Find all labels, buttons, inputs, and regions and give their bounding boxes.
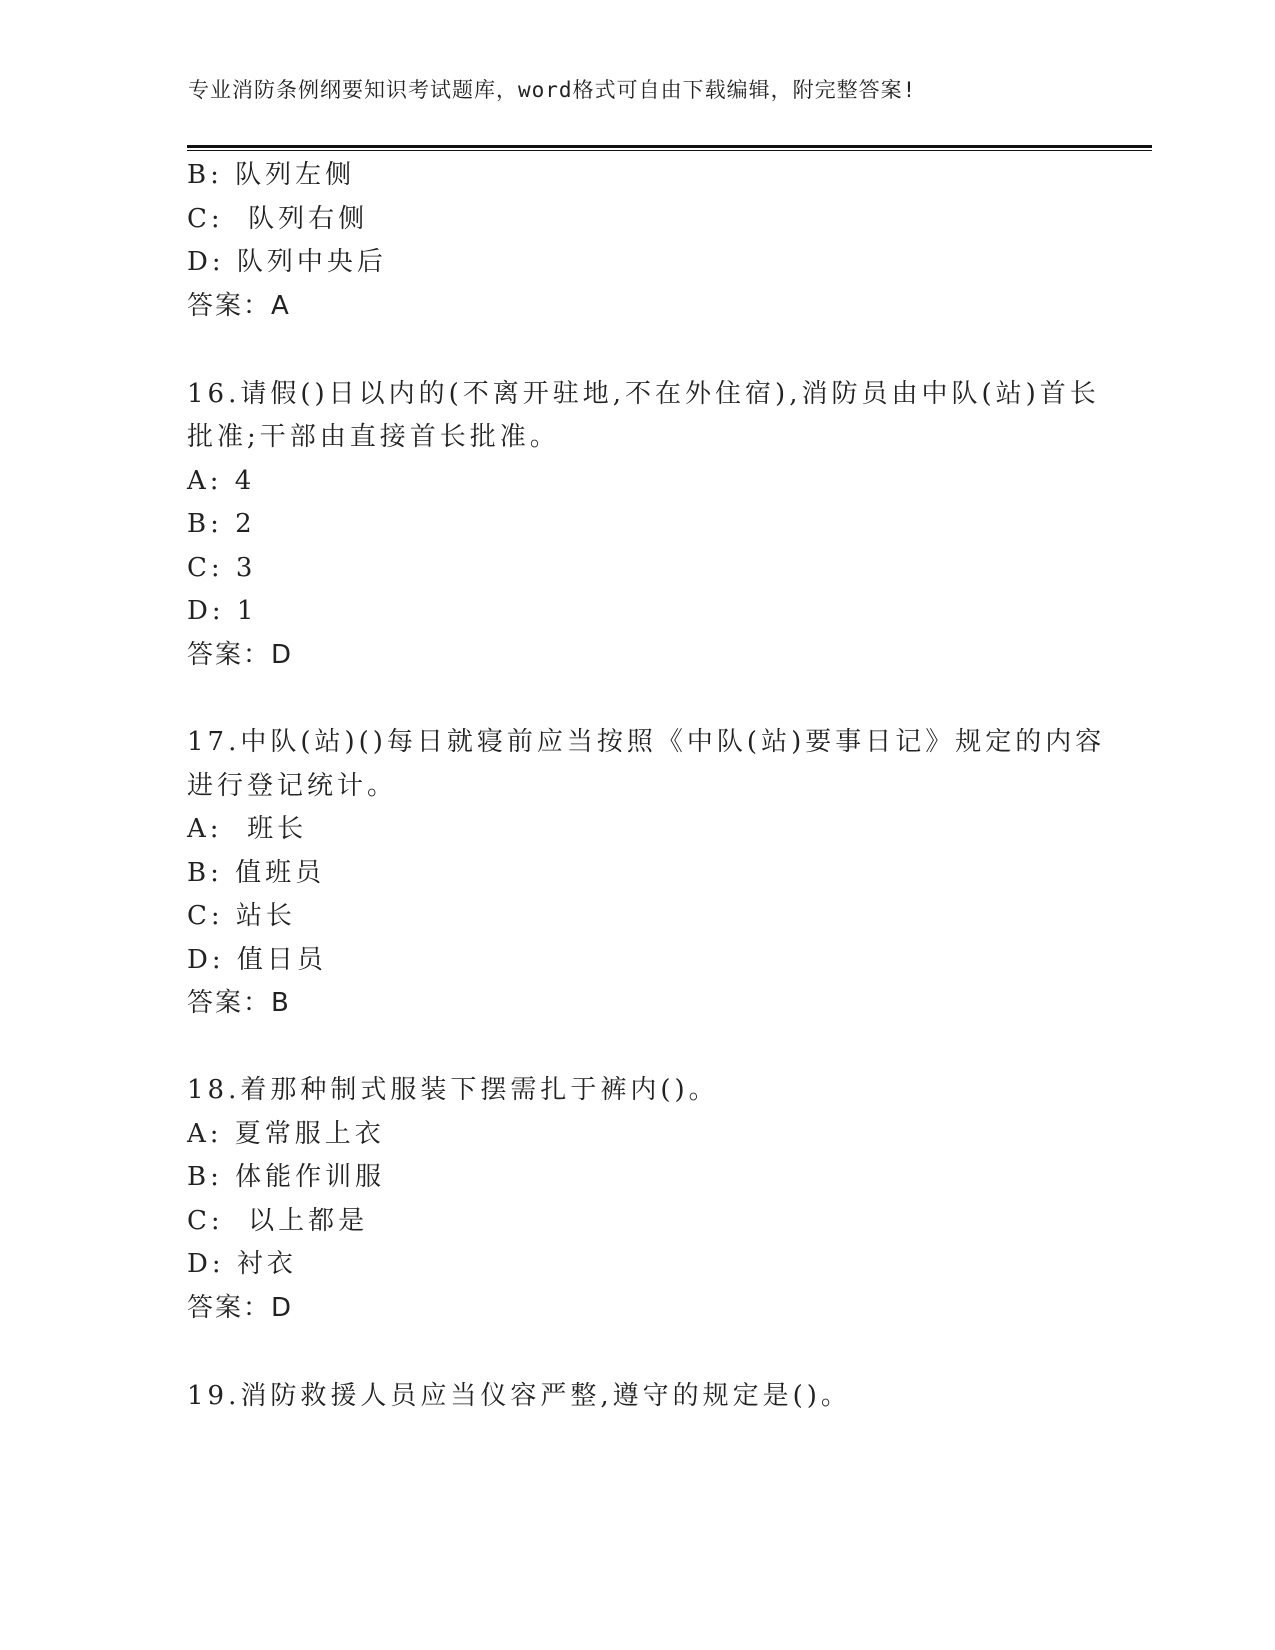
- q17-stem-line-1: 17.中队(站)()每日就寝前应当按照《中队(站)要事日记》规定的内容: [187, 727, 1106, 757]
- q18-option-d: D: 衬衣: [187, 1249, 297, 1279]
- q18-answer: 答案：D: [187, 1293, 294, 1323]
- q16-stem-line-1: 16.请假()日以内的(不离开驻地,不在外住宿),消防员由中队(站)首长: [187, 379, 1100, 409]
- q16-answer: 答案：D: [187, 640, 294, 670]
- q15-option-b: B: 队列左侧: [187, 160, 356, 190]
- header-rule-thick: [187, 145, 1152, 148]
- q17-stem-line-2: 进行登记统计。: [187, 771, 398, 801]
- header-rule-thin: [187, 150, 1152, 151]
- q16-option-b: B: 2: [187, 509, 256, 539]
- q17-option-a: A: 班长: [187, 814, 308, 844]
- q16-option-a: A: 4: [187, 466, 256, 496]
- q18-option-b: B: 体能作训服: [187, 1162, 386, 1192]
- q17-option-d: D: 值日员: [187, 945, 327, 975]
- q15-answer: 答案：A: [187, 291, 291, 321]
- q15-option-d: D: 队列中央后: [187, 247, 387, 277]
- q18-option-a: A: 夏常服上衣: [187, 1119, 385, 1149]
- q17-option-b: B: 值班员: [187, 858, 326, 888]
- q18-option-c: C: 以上都是: [187, 1206, 369, 1236]
- q16-option-d: D: 1: [187, 596, 258, 626]
- q18-stem-line-1: 18.着那种制式服装下摆需扎于裤内()。: [187, 1075, 719, 1105]
- q19-stem-line-1: 19.消防救援人员应当仪容严整,遵守的规定是()。: [187, 1381, 851, 1411]
- q16-option-c: C: 3: [187, 553, 257, 583]
- q16-stem-line-2: 批准;干部由直接首长批准。: [187, 422, 560, 452]
- q17-answer: 答案：B: [187, 988, 291, 1018]
- q17-option-c: C: 站长: [187, 901, 296, 931]
- q15-option-c: C: 队列右侧: [187, 204, 369, 234]
- page-header: 专业消防条例纲要知识考试题库，word格式可自由下载编辑，附完整答案!: [188, 78, 917, 102]
